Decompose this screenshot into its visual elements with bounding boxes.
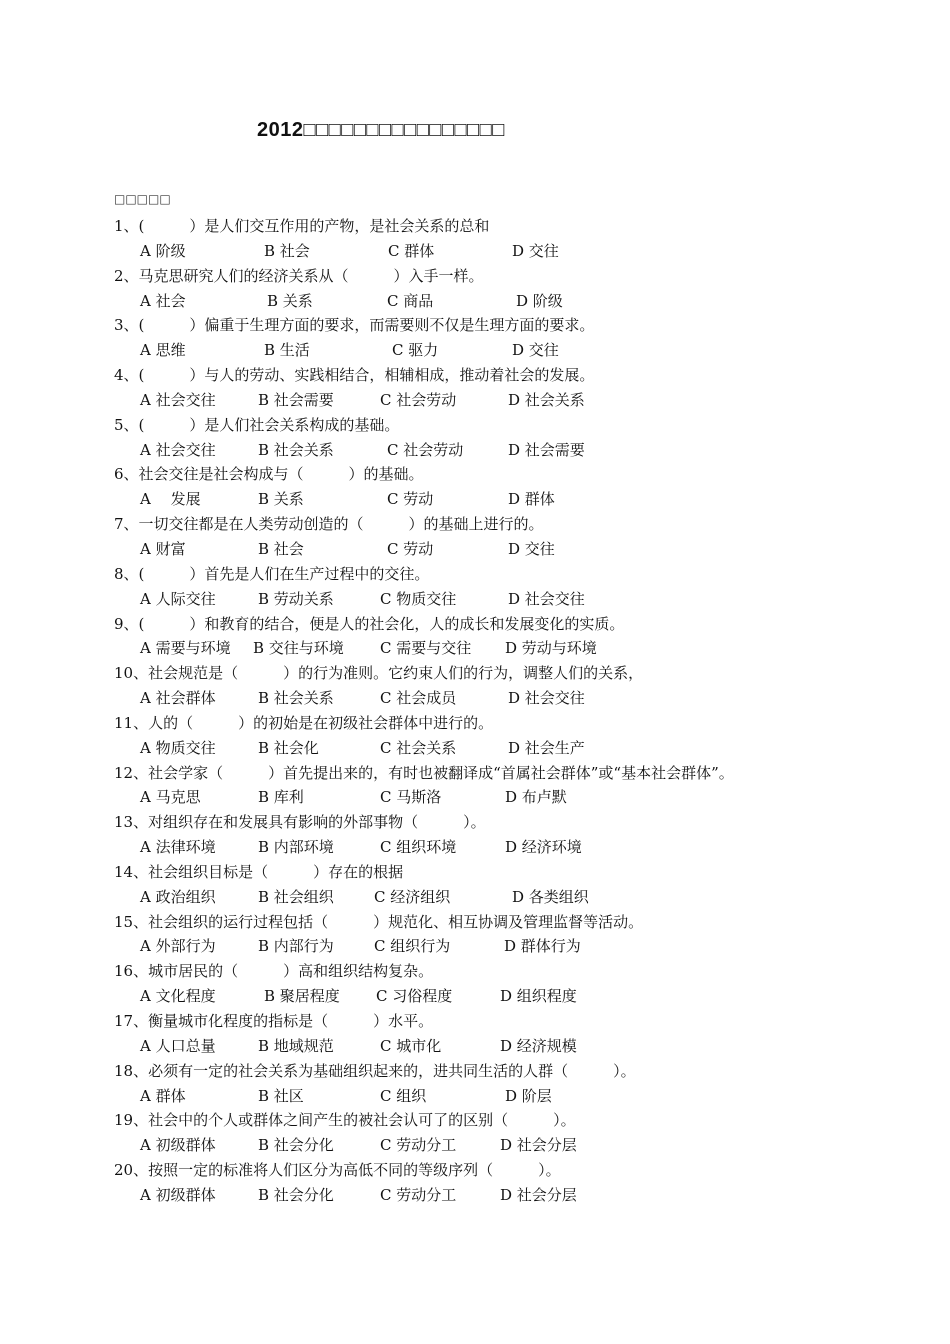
- option-c: C 群体: [388, 241, 435, 260]
- option-b: B 库利: [258, 788, 304, 807]
- option-b: B 社会组织: [258, 887, 334, 906]
- option-c: C 社会关系: [380, 738, 457, 757]
- options-row: [114, 487, 914, 512]
- options-row: [114, 1034, 914, 1059]
- option-c: C 物质交往: [380, 589, 457, 608]
- question-text: 7、一切交往都是在人类劳动创造的（ ）的基础上进行的。: [114, 515, 544, 534]
- question-text: 18、必须有一定的社会关系为基础组织起来的，进共同生活的人群（ ）。: [114, 1061, 636, 1080]
- option-b: B 社会关系: [258, 440, 334, 459]
- option-b: B 社会关系: [258, 689, 334, 708]
- question-text: 19、社会中的个人或群体之间产生的被社会认可了的区别（ ）。: [114, 1111, 576, 1130]
- question-text: 6、社会交往是社会构成与（ ）的基础。: [114, 465, 424, 484]
- option-d: D 社会交往: [508, 589, 585, 608]
- question-text: 16、城市居民的（ ）高和组织结构复杂。: [114, 962, 434, 981]
- option-b: B 社会分化: [258, 1136, 334, 1155]
- option-c: C 城市化: [380, 1036, 442, 1055]
- option-c: C 习俗程度: [376, 987, 453, 1006]
- option-c: C 社会成员: [380, 689, 457, 708]
- option-d: D 社会分层: [500, 1185, 577, 1204]
- option-a: A 人际交往: [140, 589, 216, 608]
- options-row: [114, 587, 914, 612]
- option-d: D 群体行为: [504, 937, 581, 956]
- option-a: A 外部行为: [140, 937, 216, 956]
- option-c: C 组织环境: [380, 838, 457, 857]
- option-d: D 各类组织: [512, 887, 589, 906]
- question-text: 8、( ）首先是人们在生产过程中的交往。: [114, 564, 430, 583]
- option-b: B 生活: [264, 341, 310, 360]
- question-text: 5、( ）是人们社会关系构成的基础。: [114, 415, 400, 434]
- option-b: B 社会: [258, 539, 304, 558]
- option-b: B 交往与环境: [253, 639, 344, 658]
- option-a: A 财富: [140, 539, 186, 558]
- options-row: [114, 438, 914, 463]
- options-row: [114, 388, 914, 413]
- option-a: A 法律环境: [140, 838, 216, 857]
- question-text: 3、( ）偏重于生理方面的要求，而需要则不仅是生理方面的要求。: [114, 316, 595, 335]
- option-b: B 社会需要: [258, 390, 334, 409]
- option-d: D 社会关系: [508, 390, 585, 409]
- options-row: [114, 785, 914, 810]
- option-a: A 初级群体: [140, 1136, 216, 1155]
- option-b: B 劳动关系: [258, 589, 334, 608]
- section-heading: □□□□□: [114, 192, 171, 206]
- option-a: A 物质交往: [140, 738, 216, 757]
- option-d: D 社会交往: [508, 689, 585, 708]
- option-a: A 社会交往: [140, 390, 216, 409]
- options-row: [114, 636, 914, 661]
- option-d: D 经济环境: [505, 838, 582, 857]
- page-title: 2012□□□□□□□□□□□□□□□□: [257, 119, 505, 141]
- option-b: B 社区: [258, 1086, 304, 1105]
- question-text: 9、( ）和教育的结合，便是人的社会化，人的成长和发展变化的实质。: [114, 614, 625, 633]
- option-c: C 组织行为: [374, 937, 451, 956]
- option-c: C 驱力: [392, 341, 439, 360]
- option-b: B 地域规范: [258, 1036, 334, 1055]
- option-b: B 关系: [258, 490, 304, 509]
- options-row: [114, 686, 914, 711]
- option-d: D 组织程度: [500, 987, 577, 1006]
- options-row: [114, 338, 914, 363]
- option-d: D 交往: [512, 341, 559, 360]
- option-b: B 社会: [264, 241, 310, 260]
- options-row: [114, 984, 914, 1009]
- option-a: A 政治组织: [140, 887, 216, 906]
- option-d: D 劳动与环境: [505, 639, 597, 658]
- options-row: [114, 239, 914, 264]
- options-row: [114, 835, 914, 860]
- question-list: [114, 214, 914, 1208]
- option-b: B 关系: [267, 291, 313, 310]
- options-row: [114, 537, 914, 562]
- option-c: C 劳动分工: [380, 1136, 457, 1155]
- option-d: D 交往: [512, 241, 559, 260]
- option-b: B 聚居程度: [264, 987, 340, 1006]
- option-c: C 组织: [380, 1086, 427, 1105]
- question-text: 4、( ）与人的劳动、实践相结合，相辅相成，推动着社会的发展。: [114, 366, 595, 385]
- options-row: [114, 934, 914, 959]
- option-a: A 群体: [140, 1086, 186, 1105]
- question-text: 20、按照一定的标准将人们区分为高低不同的等级序列（ ）。: [114, 1161, 561, 1180]
- option-d: D 社会需要: [508, 440, 585, 459]
- option-c: C 劳动分工: [380, 1185, 457, 1204]
- option-a: A 思维: [140, 341, 186, 360]
- option-a: A 需要与环境: [140, 639, 231, 658]
- question-text: 2、马克思研究人们的经济关系从（ ）入手一样。: [114, 266, 484, 285]
- option-d: D 群体: [508, 490, 555, 509]
- option-c: C 社会劳动: [380, 390, 457, 409]
- option-c: C 需要与交往: [380, 639, 472, 658]
- option-a: A 发展: [140, 490, 201, 509]
- option-d: D 布卢默: [505, 788, 567, 807]
- options-row: [114, 736, 914, 761]
- option-a: A 人口总量: [140, 1036, 216, 1055]
- question-text: 15、社会组织的运行过程包括（ ）规范化、相互协调及管理监督等活动。: [114, 912, 644, 931]
- options-row: [114, 289, 914, 314]
- option-c: C 商品: [387, 291, 434, 310]
- option-b: B 内部环境: [258, 838, 334, 857]
- question-text: 11、人的（ ）的初始是在初级社会群体中进行的。: [114, 713, 494, 732]
- option-a: A 初级群体: [140, 1185, 216, 1204]
- option-c: C 社会劳动: [387, 440, 464, 459]
- option-d: D 阶级: [516, 291, 563, 310]
- option-c: C 劳动: [387, 490, 434, 509]
- options-row: [114, 1133, 914, 1158]
- option-c: C 劳动: [387, 539, 434, 558]
- option-a: A 文化程度: [140, 987, 216, 1006]
- options-row: [114, 885, 914, 910]
- question-text: 14、社会组织目标是（ ）存在的根据: [114, 862, 404, 881]
- question-text: 12、社会学家（ ）首先提出来的，有时也被翻译成“首属社会群体”或“基本社会群体”。: [114, 763, 734, 782]
- option-a: A 社会: [140, 291, 186, 310]
- question-text: 17、衡量城市化程度的指标是（ ）水平。: [114, 1012, 434, 1030]
- option-b: B 社会分化: [258, 1185, 334, 1204]
- options-row: [114, 1183, 914, 1208]
- option-c: C 经济组织: [374, 887, 451, 906]
- option-a: A 马克思: [140, 788, 201, 807]
- option-d: D 阶层: [505, 1086, 552, 1105]
- options-row: [114, 1084, 914, 1109]
- option-b: B 内部行为: [258, 937, 334, 956]
- option-d: D 交往: [508, 539, 555, 558]
- option-b: B 社会化: [258, 738, 319, 757]
- question-text: 10、社会规范是（ ）的行为准则。它约束人们的行为，调整人们的关系，: [114, 664, 644, 683]
- question-text: 1、( ）是人们交互作用的产物，是社会关系的总和: [114, 217, 490, 235]
- option-c: C 马斯洛: [380, 788, 442, 807]
- option-a: A 阶级: [140, 241, 186, 260]
- question-text: 13、对组织存在和发展具有影响的外部事物（ ）。: [114, 813, 486, 832]
- option-a: A 社会群体: [140, 689, 216, 708]
- option-d: D 社会分层: [500, 1136, 577, 1155]
- option-a: A 社会交往: [140, 440, 216, 459]
- option-d: D 社会生产: [508, 738, 585, 757]
- option-d: D 经济规模: [500, 1036, 577, 1055]
